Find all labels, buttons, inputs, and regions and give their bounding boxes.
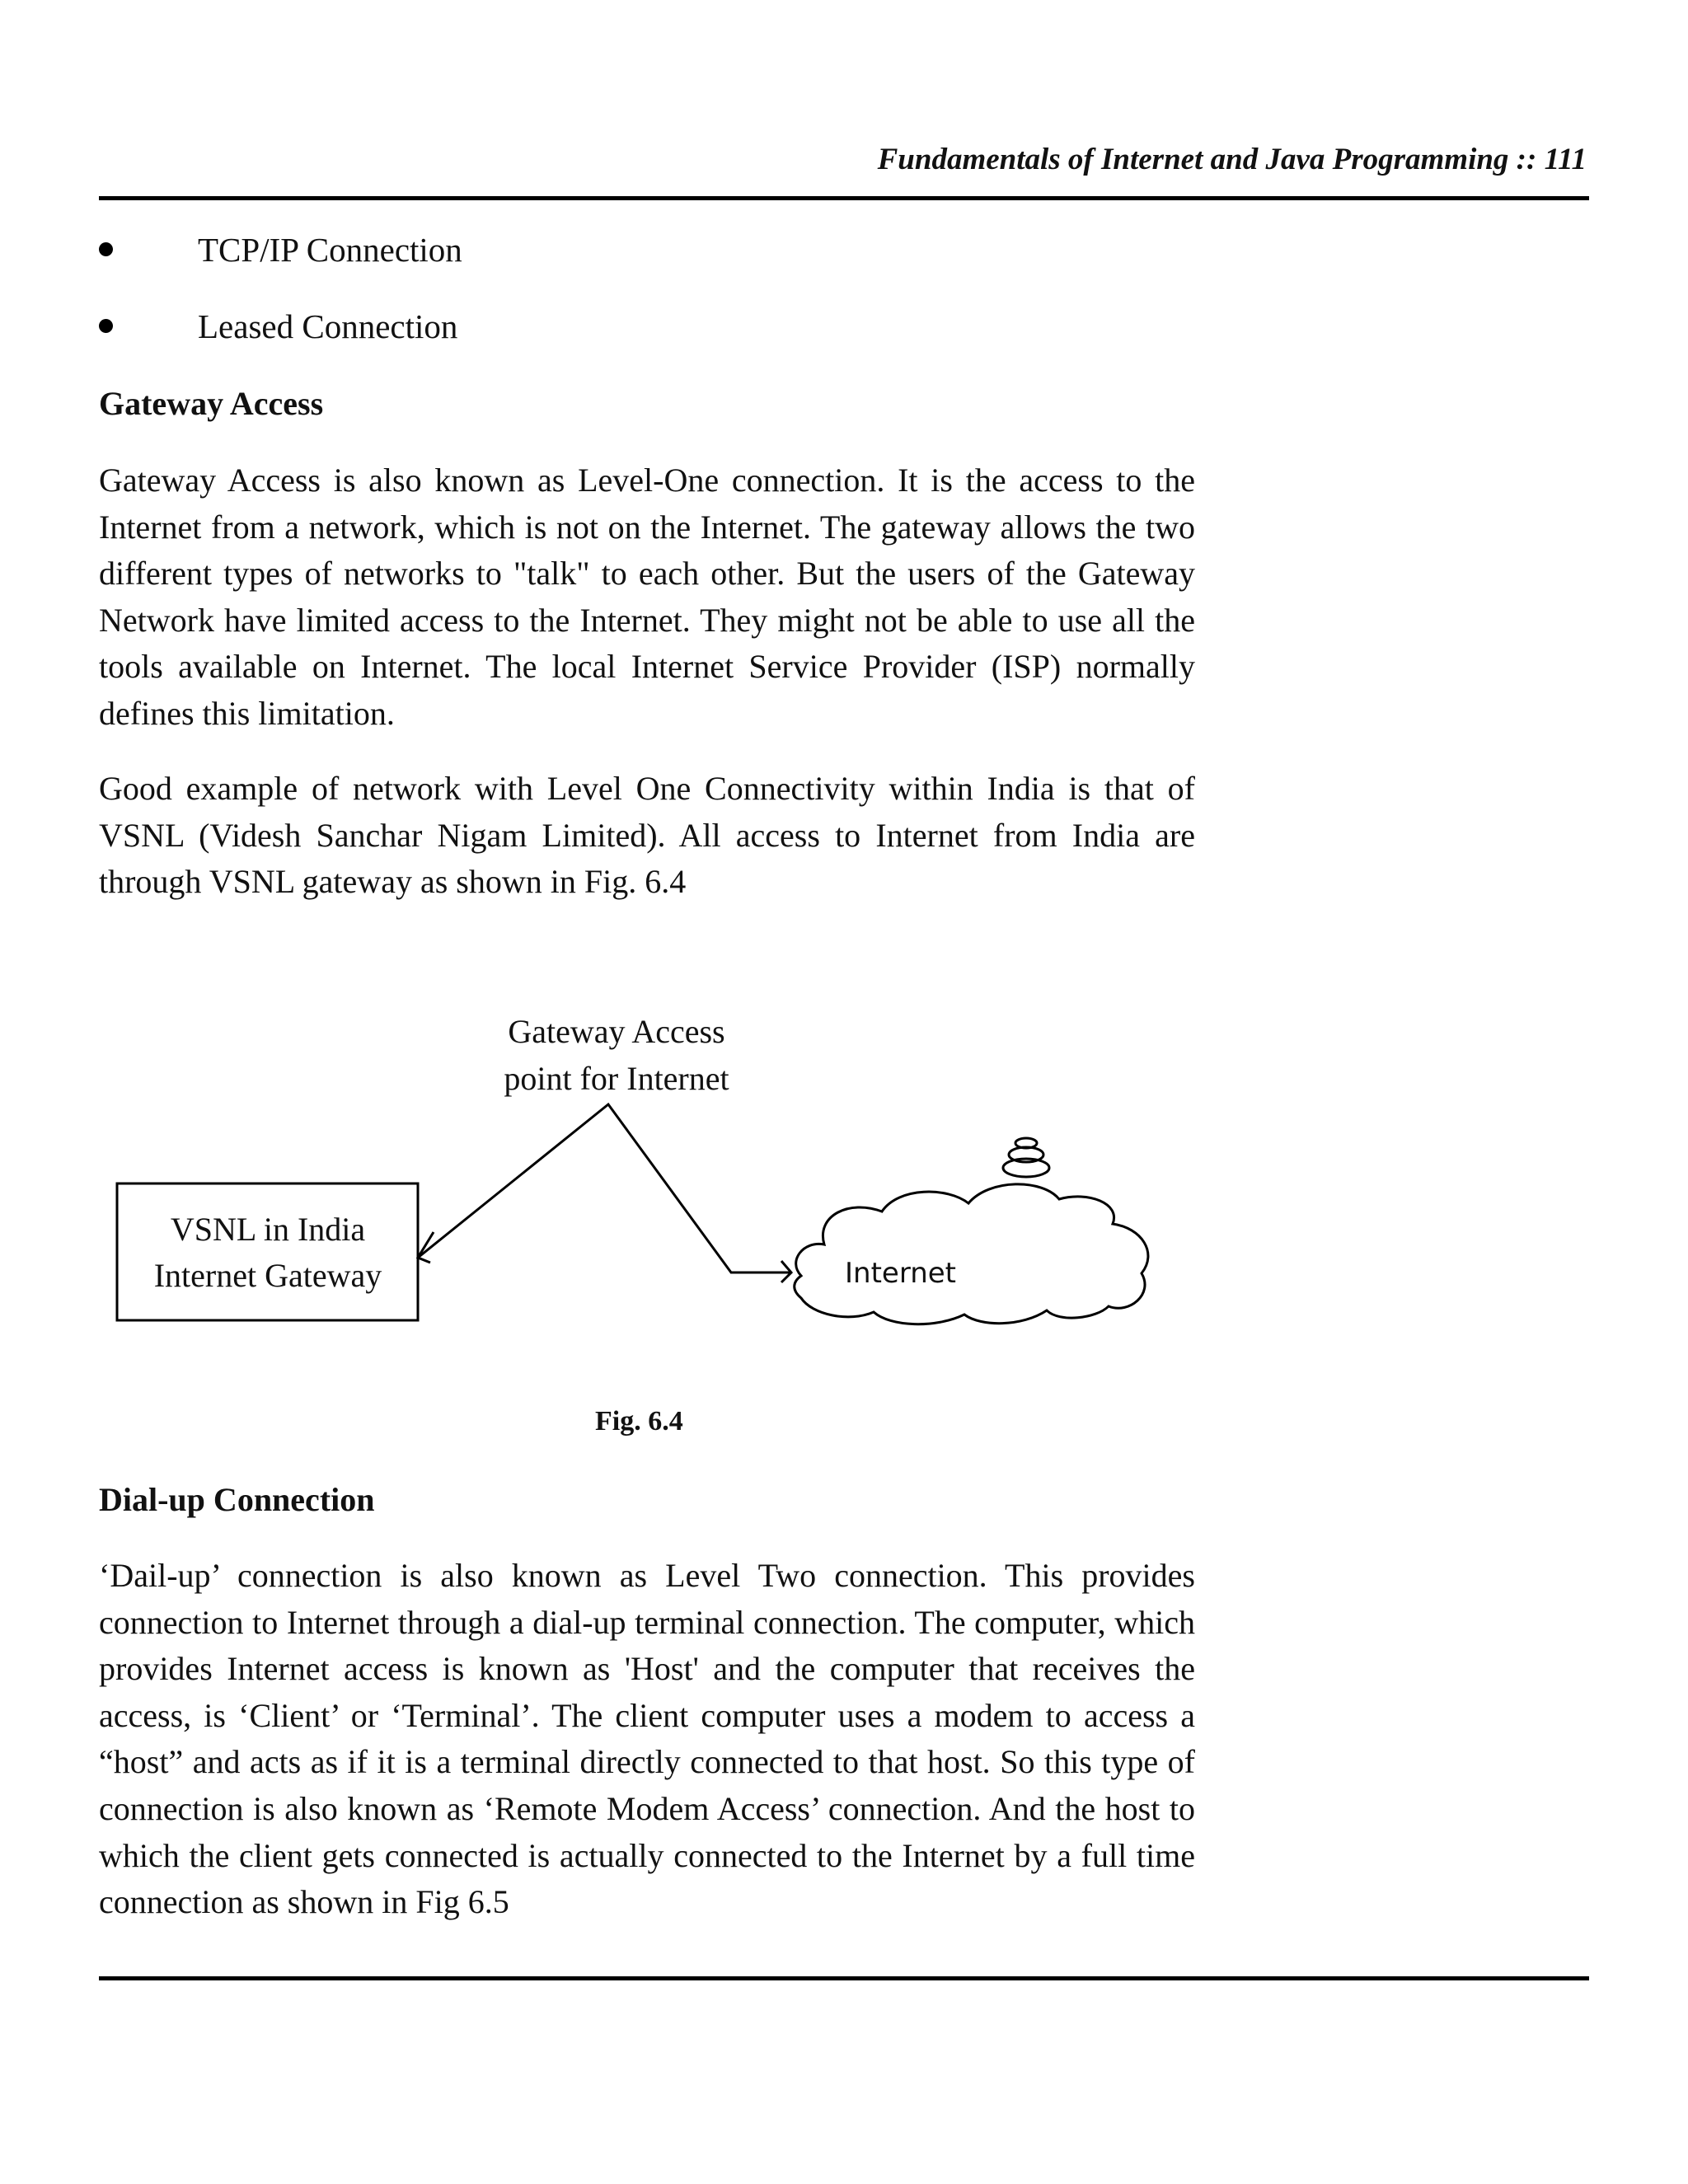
bullet-icon <box>99 319 113 333</box>
section-heading-dialup: Dial-up Connection <box>99 1481 375 1518</box>
connection-arrow <box>418 1104 791 1282</box>
bullet-text: Leased Connection <box>198 307 458 345</box>
vsnl-gateway-box <box>117 1183 418 1320</box>
gateway-label-line1: Gateway Access <box>508 1013 725 1050</box>
box-label-line1: VSNL in India <box>170 1211 366 1248</box>
figure-caption: Fig. 6.4 <box>595 1406 683 1436</box>
paragraph-gateway-2: Good example of network with Level One Connectivity within India is that of VSNL (Videsh Sanchar Nigam Limited). All access to Internet from India are through VSNL gateway as shown in Fig. 6.4 <box>99 770 1195 901</box>
section-heading-gateway-access: Gateway Access <box>99 385 324 422</box>
cloud-outline <box>795 1184 1148 1324</box>
header-rule <box>99 196 1589 200</box>
gateway-label-line2: point for Internet <box>504 1060 729 1097</box>
internet-cloud-icon <box>795 1138 1148 1324</box>
bullet-icon <box>99 242 113 256</box>
bullet-text: TCP/IP Connection <box>198 231 462 269</box>
paragraph-gateway-1: Gateway Access is also known as Level-One connection. It is the access to the Internet from a network, which is not on the Internet. The gateway allows the two different types of networks to "talk" to each other. But the users of the Gateway Network have limited access to the Internet. They might not be able to use all the tools available on Internet. The local Internet Service Provider (ISP) normally defines this limitation. <box>99 462 1195 732</box>
connection-line <box>418 1104 791 1272</box>
running-header: Fundamentals of Internet and Java Programming :: 111 <box>877 143 1587 176</box>
cloud-label: Internet <box>845 1257 957 1290</box>
paragraph-dialup: ‘Dail-up’ connection is also known as Level Two connection. This provides connection to Internet through a dial-up terminal connection. The computer, which provides Internet access is known as 'Host' and the computer that receives the access, is ‘Client’ or ‘Terminal’. The client computer uses a modem to access a “host” and acts as if it is a terminal directly connected to that host. So this type of connection is also known as ‘Remote Modem Access’ connection. And the host to which the client gets connected is actually connected to the Internet by a full time connection as shown in Fig 6.5 <box>99 1557 1195 1921</box>
box-label-line2: Internet Gateway <box>153 1257 382 1294</box>
gateway-access-diagram <box>0 989 1688 1335</box>
footer-rule <box>99 1976 1589 1980</box>
